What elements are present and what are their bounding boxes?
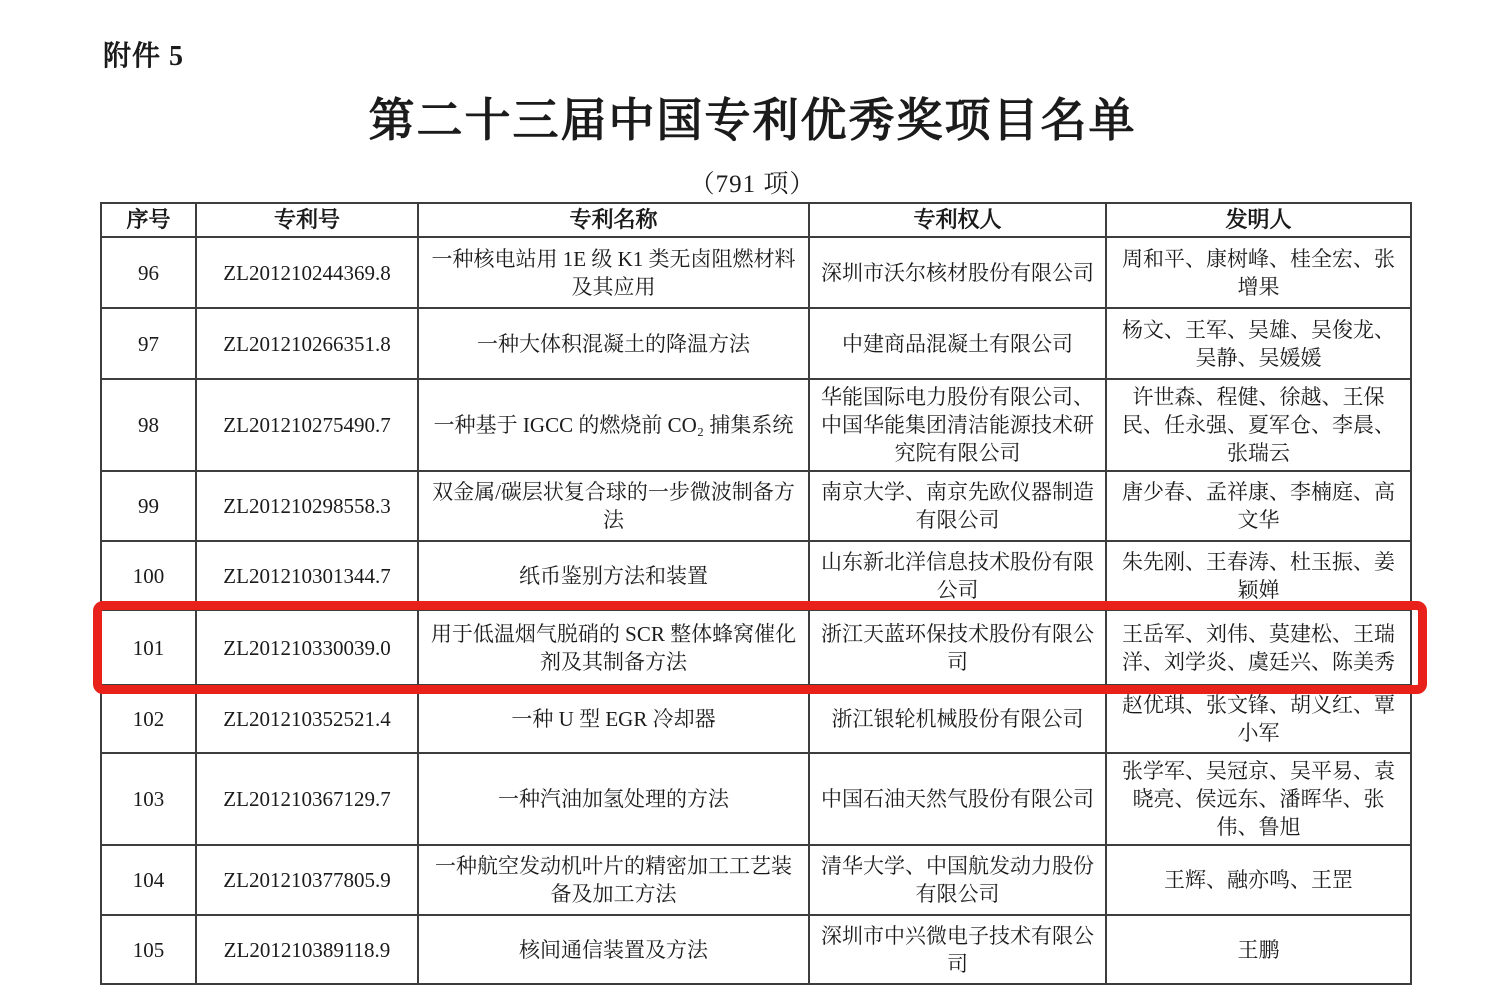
cell-serial-number: 104 — [101, 845, 196, 915]
cell-patent-name: 一种基于 IGCC 的燃烧前 CO₂ 捕集系统 — [418, 379, 809, 471]
column-header-inventors: 发明人 — [1106, 203, 1411, 237]
cell-inventors: 赵优琪、张文锋、胡义红、覃小军 — [1106, 685, 1411, 753]
cell-inventors: 周和平、康树峰、桂全宏、张增果 — [1106, 237, 1411, 308]
cell-patent-number: ZL201210298558.3 — [196, 471, 418, 541]
cell-patentee: 深圳市沃尔核材股份有限公司 — [809, 237, 1106, 308]
cell-patent-name: 一种 U 型 EGR 冷却器 — [418, 685, 809, 753]
cell-patentee: 南京大学、南京先欧仪器制造有限公司 — [809, 471, 1106, 541]
cell-patent-name: 纸币鉴别方法和装置 — [418, 541, 809, 610]
table-row — [101, 308, 1411, 379]
cell-patentee: 浙江银轮机械股份有限公司 — [809, 685, 1106, 753]
column-header-patent-name: 专利名称 — [418, 203, 809, 237]
cell-patent-number: ZL201210352521.4 — [196, 685, 418, 753]
cell-serial-number: 102 — [101, 685, 196, 753]
cell-patentee: 山东新北洋信息技术股份有限公司 — [809, 541, 1106, 610]
table-row — [101, 915, 1411, 984]
cell-serial-number: 101 — [101, 610, 196, 685]
cell-patentee: 清华大学、中国航发动力股份有限公司 — [809, 845, 1106, 915]
cell-patentee: 浙江天蓝环保技术股份有限公司 — [809, 610, 1106, 685]
cell-patent-number: ZL201210244369.8 — [196, 237, 418, 308]
cell-serial-number: 105 — [101, 915, 196, 984]
column-header-patentee: 专利权人 — [809, 203, 1106, 237]
cell-patent-number: ZL201210275490.7 — [196, 379, 418, 471]
cell-patent-name: 双金属/碳层状复合球的一步微波制备方法 — [418, 471, 809, 541]
cell-patent-number: ZL201210330039.0 — [196, 610, 418, 685]
cell-serial-number: 96 — [101, 237, 196, 308]
table-row — [101, 845, 1411, 915]
table-row — [101, 753, 1411, 845]
table-row — [101, 685, 1411, 753]
table-row — [101, 237, 1411, 308]
cell-serial-number: 103 — [101, 753, 196, 845]
column-header-serial: 序号 — [101, 203, 196, 237]
table-row — [101, 379, 1411, 471]
cell-patentee: 中国石油天然气股份有限公司 — [809, 753, 1106, 845]
page-title: 第二十三届中国专利优秀奖项目名单 — [368, 95, 1137, 146]
cell-serial-number: 97 — [101, 308, 196, 379]
cell-patentee: 中建商品混凝土有限公司 — [809, 308, 1106, 379]
cell-serial-number: 99 — [101, 471, 196, 541]
table-row — [101, 610, 1411, 685]
cell-inventors: 王鹏 — [1106, 915, 1411, 984]
cell-serial-number: 100 — [101, 541, 196, 610]
item-count: （791 项） — [689, 171, 816, 198]
cell-inventors: 朱先刚、王春涛、杜玉振、姜颖婵 — [1106, 541, 1411, 610]
cell-patentee: 华能国际电力股份有限公司、中国华能集团清洁能源技术研究院有限公司 — [809, 379, 1106, 471]
table-header-row — [101, 203, 1411, 237]
cell-inventors: 张学军、吴冠京、吴平易、袁晓亮、侯远东、潘晖华、张伟、鲁旭 — [1106, 753, 1411, 845]
cell-serial-number: 98 — [101, 379, 196, 471]
table-row — [101, 471, 1411, 541]
cell-patent-number: ZL201210389118.9 — [196, 915, 418, 984]
cell-patent-name: 核间通信装置及方法 — [418, 915, 809, 984]
table-row — [101, 541, 1411, 610]
cell-patentee: 深圳市中兴微电子技术有限公司 — [809, 915, 1106, 984]
cell-inventors: 唐少春、孟祥康、李楠庭、高文华 — [1106, 471, 1411, 541]
patent-table — [100, 202, 1412, 985]
cell-inventors: 许世森、程健、徐越、王保民、任永强、夏军仓、李晨、张瑞云 — [1106, 379, 1411, 471]
cell-inventors: 杨文、王军、吴雄、吴俊龙、吴静、吴媛媛 — [1106, 308, 1411, 379]
cell-patent-number: ZL201210377805.9 — [196, 845, 418, 915]
cell-patent-name: 一种航空发动机叶片的精密加工工艺装备及加工方法 — [418, 845, 809, 915]
cell-patent-name: 一种大体积混凝土的降温方法 — [418, 308, 809, 379]
cell-patent-name: 一种汽油加氢处理的方法 — [418, 753, 809, 845]
cell-patent-number: ZL201210367129.7 — [196, 753, 418, 845]
cell-patent-name: 一种核电站用 1E 级 K1 类无卤阻燃材料及其应用 — [418, 237, 809, 308]
table-container — [100, 202, 1410, 985]
attachment-label: 附件 5 — [103, 41, 185, 72]
cell-inventors: 王辉、融亦鸣、王罡 — [1106, 845, 1411, 915]
cell-patent-number: ZL201210266351.8 — [196, 308, 418, 379]
cell-inventors: 王岳军、刘伟、莫建松、王瑞洋、刘学炎、虞廷兴、陈美秀 — [1106, 610, 1411, 685]
cell-patent-number: ZL201210301344.7 — [196, 541, 418, 610]
cell-patent-name: 用于低温烟气脱硝的 SCR 整体蜂窝催化剂及其制备方法 — [418, 610, 809, 685]
column-header-patent-number: 专利号 — [196, 203, 418, 237]
